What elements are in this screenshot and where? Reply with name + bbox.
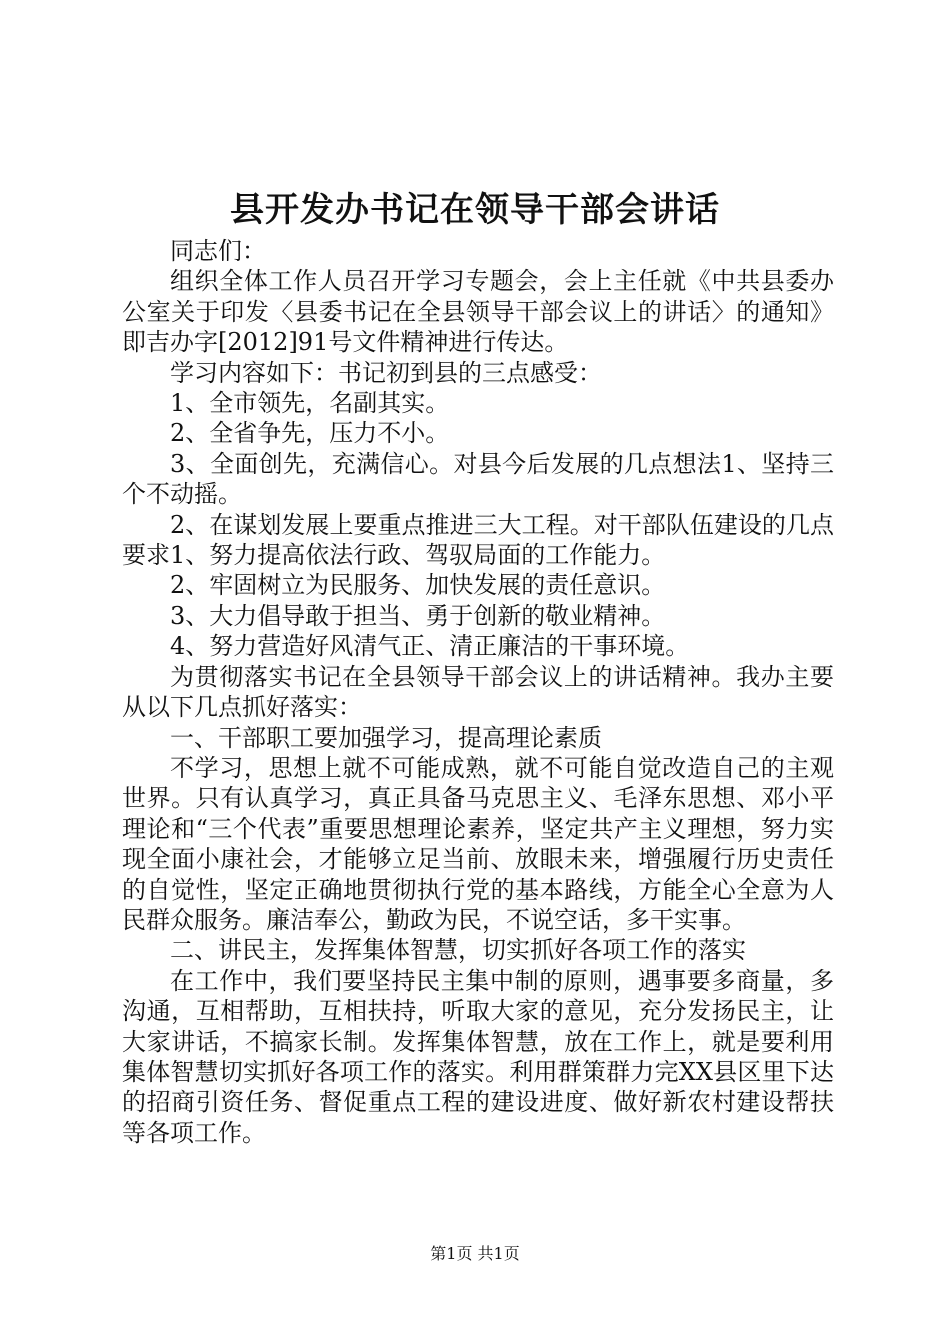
paragraph: 同志们： bbox=[170, 237, 266, 265]
section-heading: 二、讲民主，发挥集体智慧，切实抓好各项工作的落实 bbox=[170, 936, 746, 965]
paragraph: 4、努力营造好风清气正、清正廉洁的干事环境。 bbox=[170, 632, 690, 661]
page-number-footer: 第1页 共1页 bbox=[430, 1244, 520, 1263]
paragraph: 学习内容如下：书记初到县的三点感受： bbox=[170, 358, 602, 387]
paragraph: 2、全省争先，压力不小。 bbox=[170, 419, 450, 448]
section-heading: 一、干部职工要加强学习，提高理论素质 bbox=[170, 723, 602, 752]
paragraph: 不学习，思想上就不可能成熟，就不可能自觉改造自己的主观世界。只有认真学习，真正具备马克思主义、毛泽东思想、邓小平理论和“三个代表”重要思想理论素养，坚定共产主义理想，努力实现全面小康社会，才能够立足当前、放眼未来，增强履行历史责任的自觉性，坚定正确地贯彻执行党的基本路线，方能全心全意为人民群众服务。廉洁奉公，勤政为民，不说空话，多干实事。 bbox=[122, 753, 834, 934]
document-title: 县开发办书记在领导干部会讲话 bbox=[230, 190, 720, 230]
paragraph: 1、全市领先，名副其实。 bbox=[170, 389, 450, 418]
paragraph: 3、大力倡导敢于担当、勇于创新的敬业精神。 bbox=[170, 601, 666, 630]
paragraph: 在工作中，我们要坚持民主集中制的原则，遇事要多商量，多沟通，互相帮助，互相扶持，听取大家的意见，充分发扬民主，让大家讲话，不搞家长制。发挥集体智慧，放在工作上，就是要利用集体智慧切实抓好各项工作的落实。利用群策群力完XX县区里下达的招商引资任务、督促重点工程的建设进度、做好新农村建设帮扶等各项工作。 bbox=[122, 966, 834, 1147]
paragraph: 2、在谋划发展上要重点推进三大工程。对干部队伍建设的几点要求1、努力提高依法行政、驾驭局面的工作能力。 bbox=[122, 510, 834, 570]
paragraph: 为贯彻落实书记在全县领导干部会议上的讲话精神。我办主要从以下几点抓好落实： bbox=[122, 662, 834, 722]
paragraph: 3、全面创先，充满信心。对县今后发展的几点想法1、坚持三个不动摇。 bbox=[122, 449, 834, 509]
document-body bbox=[122, 236, 834, 1148]
paragraph: 组织全体工作人员召开学习专题会，会上主任就《中共县委办公室关于印发〈县委书记在全县领导干部会议上的讲话〉的通知》即吉办字[2012]91号文件精神进行传达。 bbox=[122, 267, 834, 357]
paragraph: 2、牢固树立为民服务、加快发展的责任意识。 bbox=[170, 571, 666, 600]
